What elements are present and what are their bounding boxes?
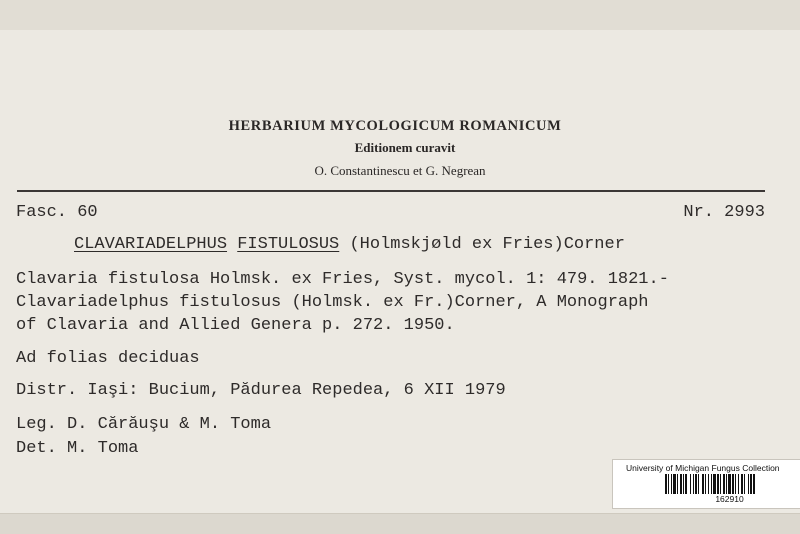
- barcode-bar: [673, 474, 676, 494]
- barcode-bar: [723, 474, 725, 494]
- herbarium-subtitle: Editionem curavit: [354, 140, 456, 155]
- taxon-name: [74, 235, 625, 255]
- barcode-bar: [702, 474, 704, 494]
- barcode-bar: [717, 474, 719, 494]
- taxon-authority: (Holmskjøld ex Fries)Corner: [339, 235, 625, 254]
- barcode-bar: [728, 474, 731, 494]
- barcode-bar: [693, 474, 694, 494]
- taxon-species: FISTULOSUS: [237, 235, 340, 254]
- barcode-bar: [738, 474, 739, 494]
- determiner: Det. M. Toma: [16, 439, 139, 458]
- barcode-bar: [677, 474, 678, 494]
- barcode-bar: [671, 474, 672, 494]
- barcode-institution: University of Michigan Fungus Collection: [626, 463, 780, 473]
- barcode-bar: [750, 474, 752, 494]
- herbarium-editors: O. Constantinescu et G. Negrean: [314, 163, 486, 178]
- barcode-bar: [705, 474, 706, 494]
- barcode-bar: [695, 474, 697, 494]
- barcode-bar: [698, 474, 699, 494]
- header-divider: [17, 190, 765, 192]
- barcode-bar: [732, 474, 734, 494]
- barcode-bars: [665, 474, 793, 494]
- barcode-bar: [685, 474, 687, 494]
- barcode-bar: [748, 474, 749, 494]
- barcode-bar: [665, 474, 667, 494]
- barcode-bar: [708, 474, 709, 494]
- collectors: Leg. D. Cărăuşu & M. Toma: [16, 415, 272, 434]
- synonymy-line: Clavariadelphus fistulosus (Holmsk. ex Fr.)Corner, A Monograph: [16, 293, 649, 312]
- taxon-genus: CLAVARIADELPHUS: [74, 235, 228, 254]
- barcode-bar: [735, 474, 736, 494]
- barcode-bar: [720, 474, 721, 494]
- barcode-bar: [711, 474, 712, 494]
- barcode-bar: [683, 474, 684, 494]
- barcode-bar: [744, 474, 745, 494]
- herbarium-title: HERBARIUM MYCOLOGICUM ROMANICUM: [228, 118, 562, 134]
- distribution: Distr. Iaşi: Bucium, Pădurea Repedea, 6 XII 1979: [16, 381, 506, 400]
- synonymy-line: Clavaria fistulosa Holmsk. ex Fries, Syst. mycol. 1: 479. 1821.-: [16, 270, 669, 289]
- substrate: Ad folias deciduas: [16, 349, 200, 368]
- barcode-number: 162910: [715, 494, 744, 504]
- fascicle-number: Fasc. 60: [16, 203, 98, 222]
- barcode-bar: [713, 474, 716, 494]
- barcode-bar: [690, 474, 691, 494]
- barcode-bar: [753, 474, 755, 494]
- synonymy-line: of Clavaria and Allied Genera p. 272. 1950.: [16, 316, 455, 335]
- barcode-bar: [741, 474, 743, 494]
- barcode-bar: [726, 474, 727, 494]
- sheet-bottom-edge: [0, 513, 800, 534]
- barcode-bar: [680, 474, 682, 494]
- barcode-label: [612, 459, 800, 509]
- specimen-number: Nr. 2993: [683, 203, 765, 222]
- barcode-bar: [668, 474, 669, 494]
- sheet-top-edge: [0, 0, 800, 31]
